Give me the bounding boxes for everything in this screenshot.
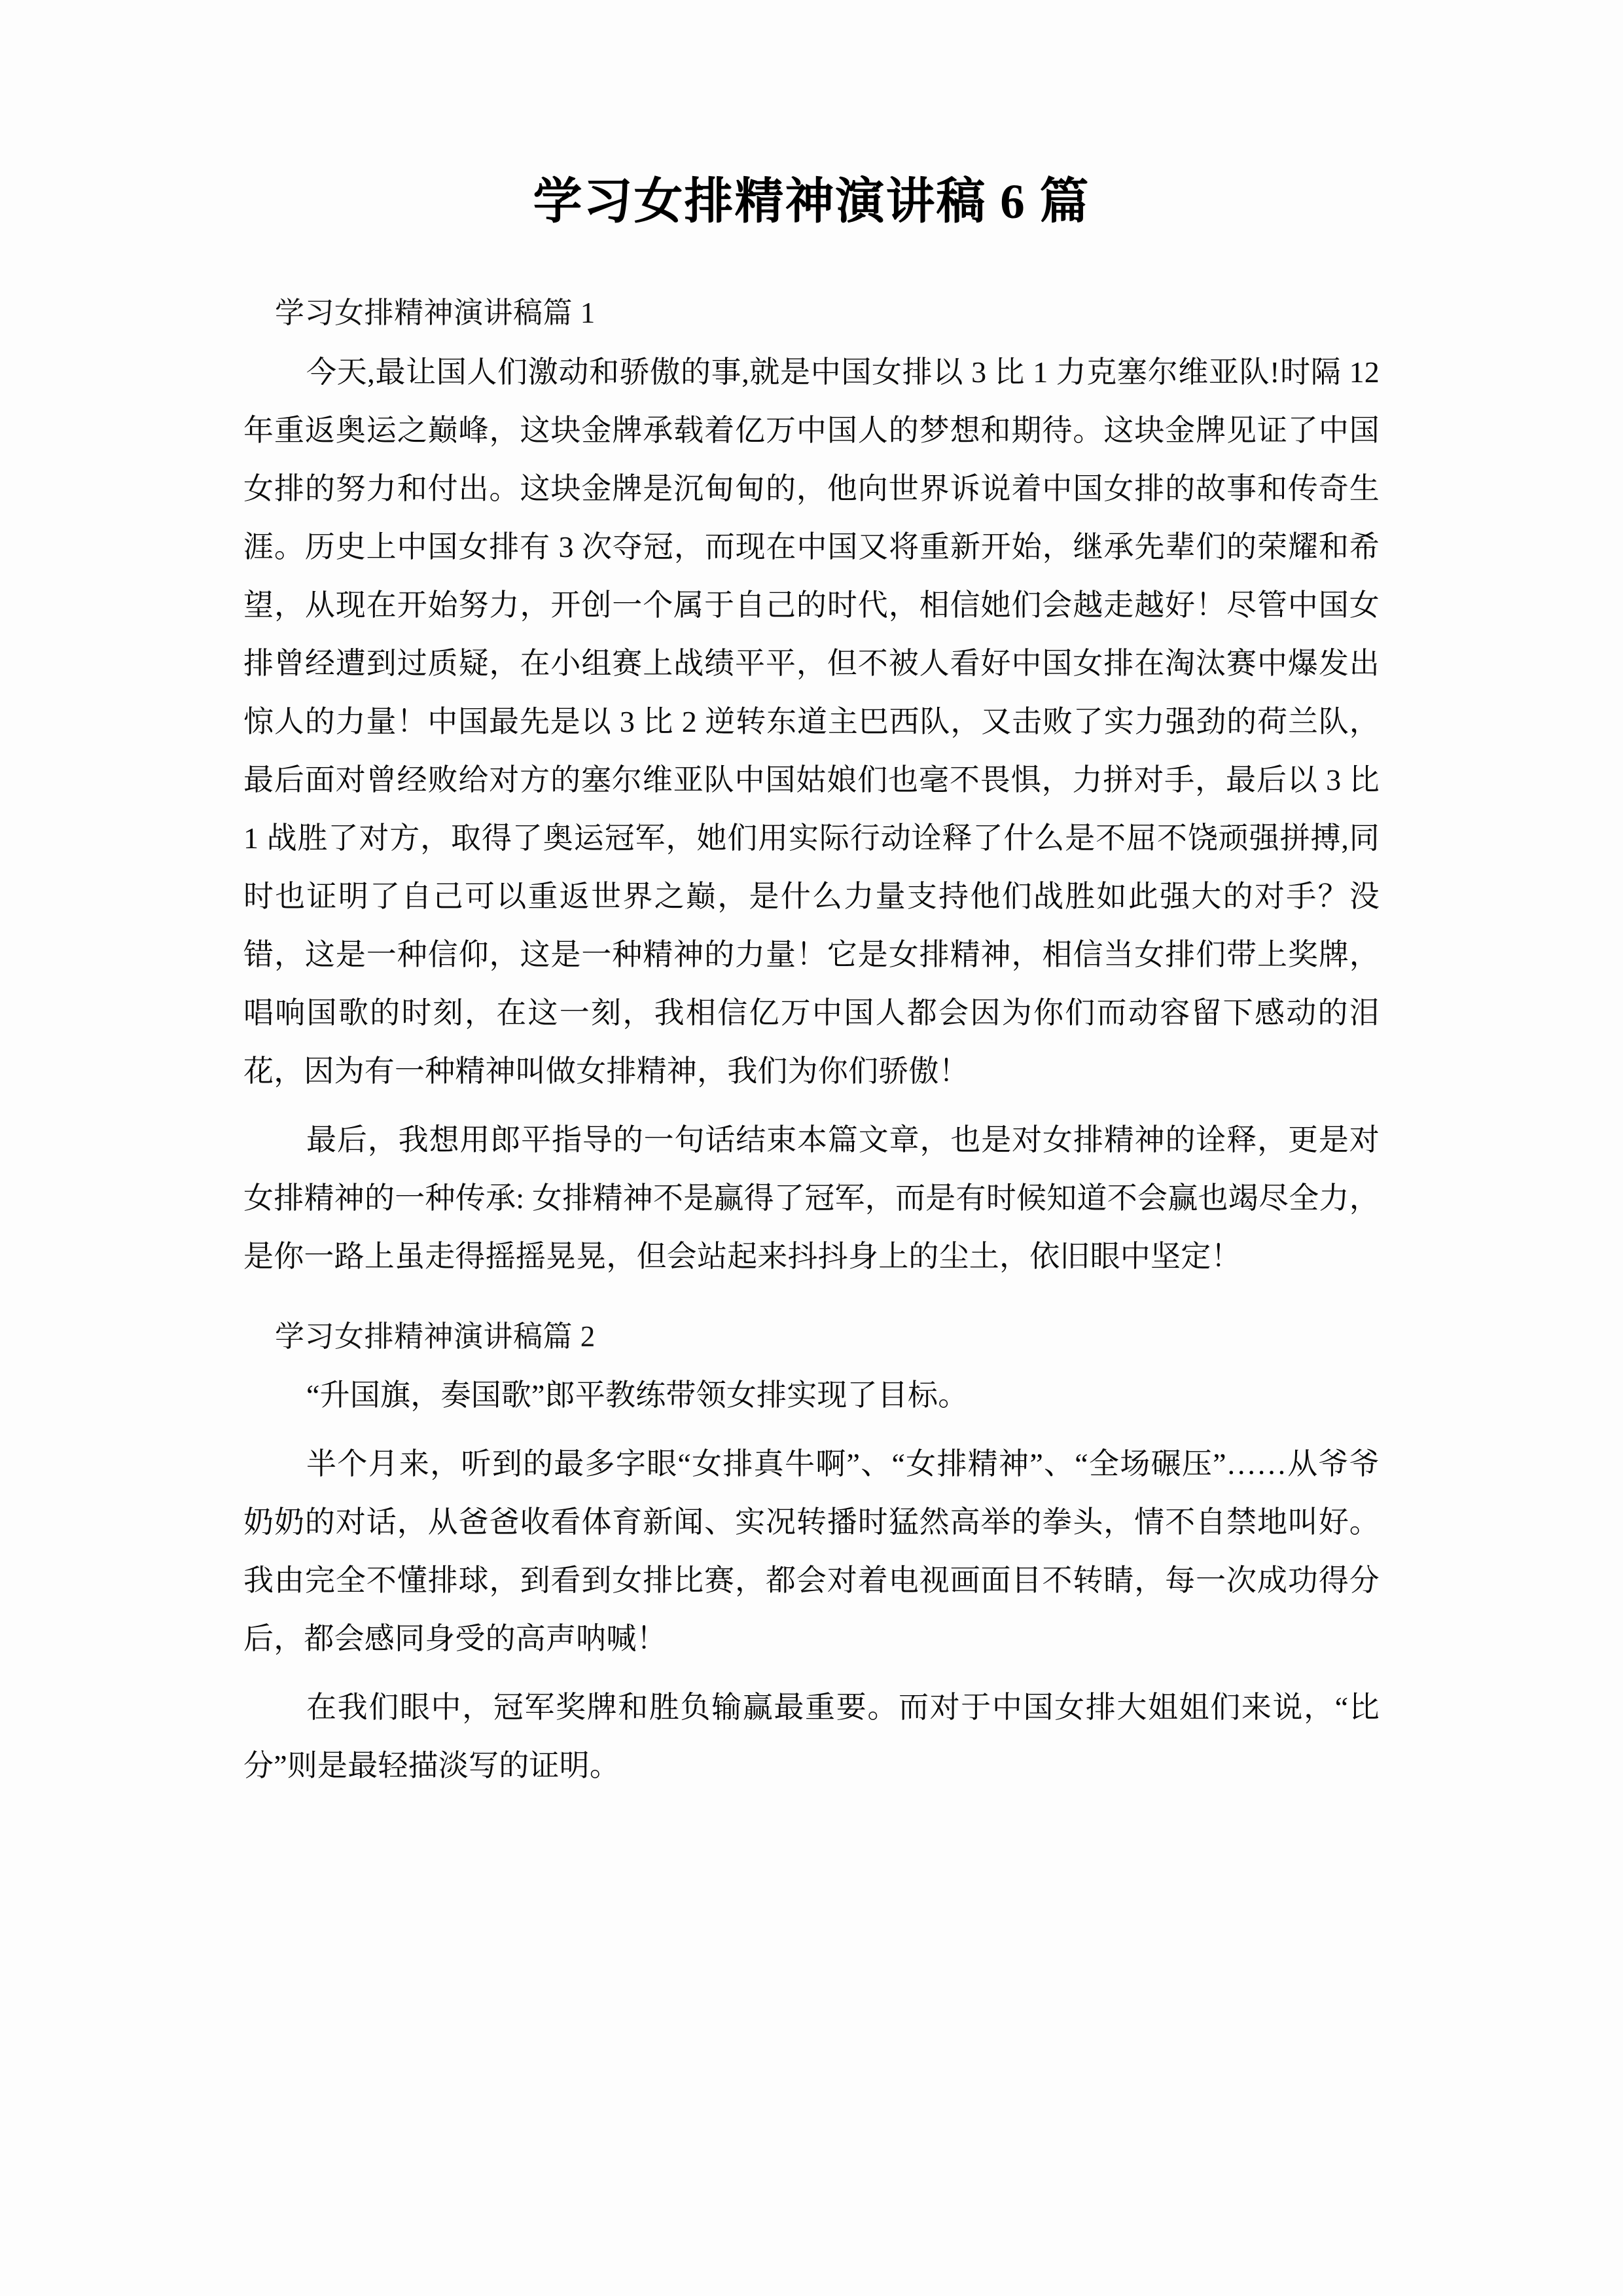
section-spacer-2 xyxy=(243,1359,1380,1366)
section-block-spacer xyxy=(243,1285,1380,1314)
document-content xyxy=(243,0,1380,1795)
section-spacer-1 xyxy=(243,336,1380,343)
section-heading-1: 学习女排精神演讲稿篇 1 xyxy=(275,296,596,329)
paragraph: 今天,最让国人们激动和骄傲的事,就是中国女排以 3 比 1 力克塞尔维亚队!时隔 12 年重返奥运之巅峰，这块金牌承载着亿万中国人的梦想和期待。这块金牌见证了中国女排的努力和付出。这块金牌是沉甸甸的，他向世界诉说着中国女排的故事和传奇生涯。历史上中国女排有 3 次夺冠，而现在中国又将重新开始，继承先辈们的荣耀和希望，从现在开始努力，开创一个属于自己的时代，相信她们会越走越好！尽管中国女排曾经遭到过质疑，在小组赛上战绩平平，但不被人看好中国女排在淘汰赛中爆发出惊人的力量！中国最先是以 3 比 2 逆转东道主巴西队，又击败了实力强劲的荷兰队，最后面对曾经败给对方的塞尔维亚队中国姑娘们也毫不畏惧，力拼对手，最后以 3 比 1 战胜了对方，取得了奥运冠军，她们用实际行动诠释了什么是不屈不饶顽强拼搏,同时也证明了自己可以重返世界之巅，是什么力量支持他们战胜如此强大的对手？没错，这是一种信仰，这是一种精神的力量！它是女排精神，相信当女排们带上奖牌，唱响国歌的时刻，在这一刻，我相信亿万中国人都会因为你们而动容留下感动的泪花，因为有一种精神叫做女排精神，我们为你们骄傲！ xyxy=(243,355,1380,1088)
paragraph: 半个月来，听到的最多字眼“女排真牛啊”、“女排精神”、“全场碾压”……从爷爷奶奶的对话，从爸爸收看体育新闻、实况转播时猛然高举的拳头，情不自禁地叫好。我由完全不懂排球，到看到女排比赛，都会对着电视画面目不转睛，每一次成功得分后，都会感同身受的高声呐喊！ xyxy=(243,1447,1380,1656)
paragraph: 在我们眼中，冠军奖牌和胜负输赢最重要。而对于中国女排大姐姐们来说，“比分”则是最轻描淡写的证明。 xyxy=(243,1691,1380,1783)
paragraph: 最后，我想用郎平指导的一句话结束本篇文章，也是对女排精神的诠释，更是对女排精神的一种传承: 女排精神不是赢得了冠军，而是有时候知道不会赢也竭尽全力，是你一路上虽走得摇摇晃晃，但会站起来抖抖身上的尘土，依旧眼中坚定！ xyxy=(243,1122,1380,1273)
page-title: 学习女排精神演讲稿 6 篇 xyxy=(533,175,1090,229)
title-spacer xyxy=(243,233,1380,291)
paragraph-spacer xyxy=(243,1100,1380,1111)
paragraph-spacer xyxy=(243,1668,1380,1678)
paragraph-spacer xyxy=(243,1424,1380,1435)
paragraph: “升国旗，奏国歌”郎平教练带领女排实现了目标。 xyxy=(306,1378,969,1412)
section-heading-2: 学习女排精神演讲稿篇 2 xyxy=(275,1319,596,1353)
